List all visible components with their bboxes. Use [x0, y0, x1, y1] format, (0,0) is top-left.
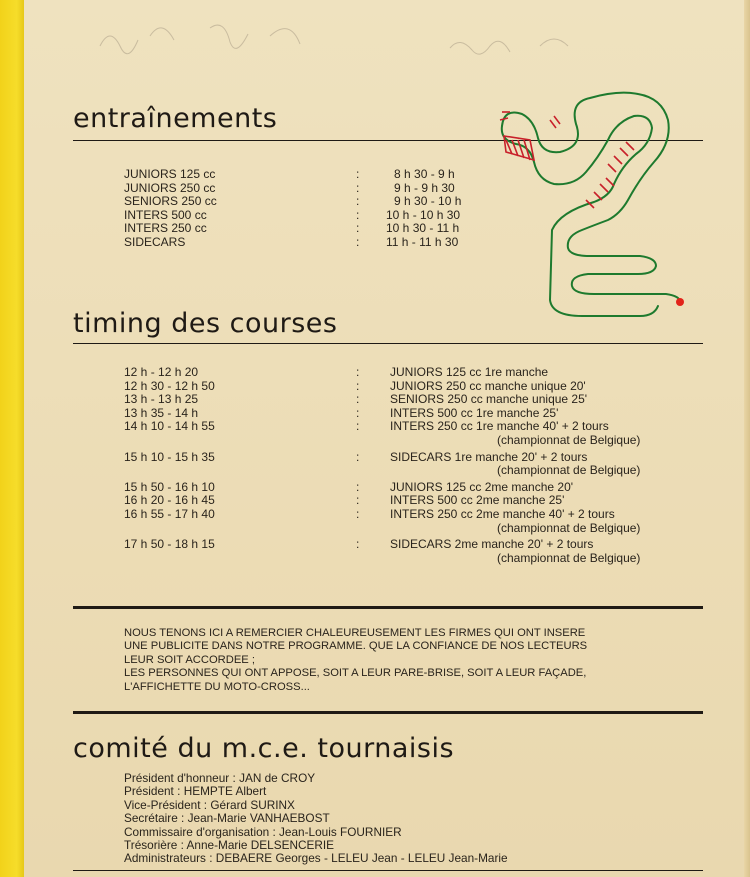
training-time: 10 h 30 - 11 h: [386, 221, 460, 236]
member-role: Commissaire d'organisation :: [124, 824, 276, 839]
timing-note: (championnat de Belgique): [497, 550, 641, 565]
timing-time: 16 h 20 - 16 h 45: [124, 493, 215, 508]
member-role: Président d'honneur :: [124, 771, 236, 785]
timing-note: (championnat de Belgique): [497, 463, 641, 478]
member-role: Trésorière :: [124, 837, 184, 852]
timing-note: (championnat de Belgique): [497, 520, 641, 535]
timing-time: 12 h 30 - 12 h 50: [124, 378, 215, 393]
notice-line: NOUS TENONS ICI A REMERCIER CHALEUREUSEMENT LES FIRMES QUI ONT INSERE: [124, 627, 586, 639]
notice-line: LEUR SOIT ACCORDEE ;: [124, 653, 255, 666]
timing-row: 17 h 50 - 18 h 15 : SIDECARS 2me manche 20' + 2 tours: [124, 537, 594, 552]
member-name: HEMPTE Albert: [183, 784, 267, 799]
training-category: INTERS 250 cc: [124, 221, 207, 236]
member-name: Jean-Louis FOURNIER: [279, 824, 402, 839]
committee-heading: comité du m.c.e. tournaisis: [73, 733, 455, 764]
training-row: JUNIORS 125 cc : 8 h 30 - 9 h: [124, 167, 455, 181]
training-time: 11 h - 11 h 30: [386, 234, 459, 249]
timing-heading: timing des courses: [73, 308, 338, 339]
timing-event: SIDECARS 1re manche 20' + 2 tours: [390, 449, 588, 464]
training-time: 10 h - 10 h 30: [386, 207, 461, 222]
timing-event: SENIORS 250 cc manche unique 25': [390, 392, 588, 407]
training-category: JUNIORS 250 cc: [124, 180, 216, 195]
timing-time: 15 h 50 - 16 h 10: [124, 479, 215, 494]
training-row: SENIORS 250 cc : 9 h 30 - 10 h: [124, 194, 462, 209]
timing-row: 16 h 20 - 16 h 45 : INTERS 500 cc 2me manche 25': [124, 493, 565, 508]
timing-row: 16 h 55 - 17 h 40 : INTERS 250 cc 2me manche 40' + 2 tours: [124, 506, 615, 521]
timing-schedule: [124, 366, 664, 565]
notice-rule-bottom: [73, 711, 703, 714]
timing-event: JUNIORS 250 cc manche unique 20': [390, 378, 586, 393]
timing-note: (championnat de Belgique): [497, 432, 641, 447]
notice-line: UNE PUBLICITE DANS NOTRE PROGRAMME. QUE LA CONFIANCE DE NOS LECTEURS: [124, 640, 588, 653]
timing-event: SIDECARS 2me manche 20' + 2 tours: [390, 537, 594, 552]
training-time: 8 h 30 - 9 h: [394, 167, 455, 181]
training-category: SIDECARS: [124, 234, 186, 249]
committee-member: [124, 812, 508, 825]
notice-line: L'AFFICHETTE DU MOTO-CROSS...: [124, 680, 310, 693]
timing-event: INTERS 500 cc 1re manche 25': [390, 405, 559, 420]
timing-row: 13 h 35 - 14 h : INTERS 500 cc 1re manche 25': [124, 405, 559, 420]
member-name: Jean-Marie VANHAEBOST: [187, 811, 330, 826]
timing-row-note: [124, 522, 664, 536]
pencil-scribble-icon: [90, 6, 650, 76]
training-time: 9 h 30 - 10 h: [394, 194, 462, 209]
timing-time: 15 h 10 - 15 h 35: [124, 449, 215, 464]
member-name: DEBAERE Georges - LELEU Jean - LELEU Jean-Marie: [215, 851, 508, 866]
timing-rule: [73, 343, 703, 344]
notice-rule-top: [73, 606, 703, 609]
committee-member: [124, 785, 508, 798]
timing-event: INTERS 250 cc 1re manche 40' + 2 tours: [390, 419, 609, 434]
timing-time: 14 h 10 - 14 h 55: [124, 419, 215, 434]
training-category: JUNIORS 125 cc: [124, 167, 216, 181]
committee-list: [124, 772, 508, 866]
timing-time: 17 h 50 - 18 h 15: [124, 537, 215, 552]
timing-row: 15 h 50 - 16 h 10 : JUNIORS 125 cc 2me manche 20': [124, 479, 574, 494]
timing-row-note: [124, 552, 664, 566]
training-row: JUNIORS 250 cc : 9 h - 9 h 30: [124, 180, 455, 195]
page-edge: [744, 0, 750, 877]
training-schedule: [124, 168, 524, 250]
committee-member: [124, 826, 508, 839]
timing-time: 12 h - 12 h 20: [124, 365, 199, 379]
training-category: SENIORS 250 cc: [124, 194, 217, 209]
timing-time: 13 h - 13 h 25: [124, 392, 199, 407]
timing-row-note: [124, 434, 664, 448]
timing-event: JUNIORS 125 cc 2me manche 20': [390, 479, 574, 494]
racetrack-sketch-icon: [490, 80, 700, 320]
thanks-notice: [124, 627, 684, 694]
timing-event: INTERS 500 cc 2me manche 25': [390, 493, 565, 508]
timing-row: 14 h 10 - 14 h 55 : INTERS 250 cc 1re manche 40' + 2 tours: [124, 419, 609, 434]
timing-row-note: [124, 464, 664, 478]
timing-event: INTERS 250 cc 2me manche 40' + 2 tours: [390, 506, 615, 521]
timing-event: JUNIORS 125 cc 1re manche: [390, 365, 549, 379]
member-role: Vice-Président :: [124, 797, 208, 812]
member-name: Anne-Marie DELSENCERIE: [186, 837, 335, 852]
training-time: 9 h - 9 h 30: [394, 180, 455, 195]
training-heading: entraînements: [73, 103, 278, 134]
timing-time: 16 h 55 - 17 h 40: [124, 506, 215, 521]
training-row: INTERS 250 cc : 10 h 30 - 11 h: [124, 221, 460, 236]
member-name: JAN de CROY: [239, 771, 316, 785]
committee-member: [124, 852, 508, 865]
committee-rule: [73, 870, 703, 871]
notice-line: LES PERSONNES QUI ONT APPOSE, SOIT A LEUR PARE-BRISE, SOIT A LEUR FAÇADE,: [124, 667, 587, 680]
training-row: INTERS 500 cc : 10 h - 10 h 30: [124, 207, 461, 222]
committee-member: [124, 772, 508, 785]
member-role: Administrateurs :: [124, 851, 213, 866]
timing-row: 15 h 10 - 15 h 35 : SIDECARS 1re manche 20' + 2 tours: [124, 449, 588, 464]
timing-row: 12 h 30 - 12 h 50 : JUNIORS 250 cc manche unique 20': [124, 378, 586, 393]
binding-spine: [0, 0, 24, 877]
timing-row: 13 h - 13 h 25 : SENIORS 250 cc manche unique 25': [124, 392, 588, 407]
member-role: Président :: [124, 784, 181, 799]
timing-time: 13 h 35 - 14 h: [124, 405, 199, 420]
committee-member: [124, 799, 508, 812]
training-category: INTERS 500 cc: [124, 207, 207, 222]
committee-member: [124, 839, 508, 852]
training-row: SIDECARS : 11 h - 11 h 30: [124, 234, 459, 249]
member-role: Secrétaire :: [124, 811, 185, 826]
member-name: Gérard SURINX: [210, 797, 295, 812]
timing-row: 12 h - 12 h 20 : JUNIORS 125 cc 1re manche: [124, 365, 549, 379]
